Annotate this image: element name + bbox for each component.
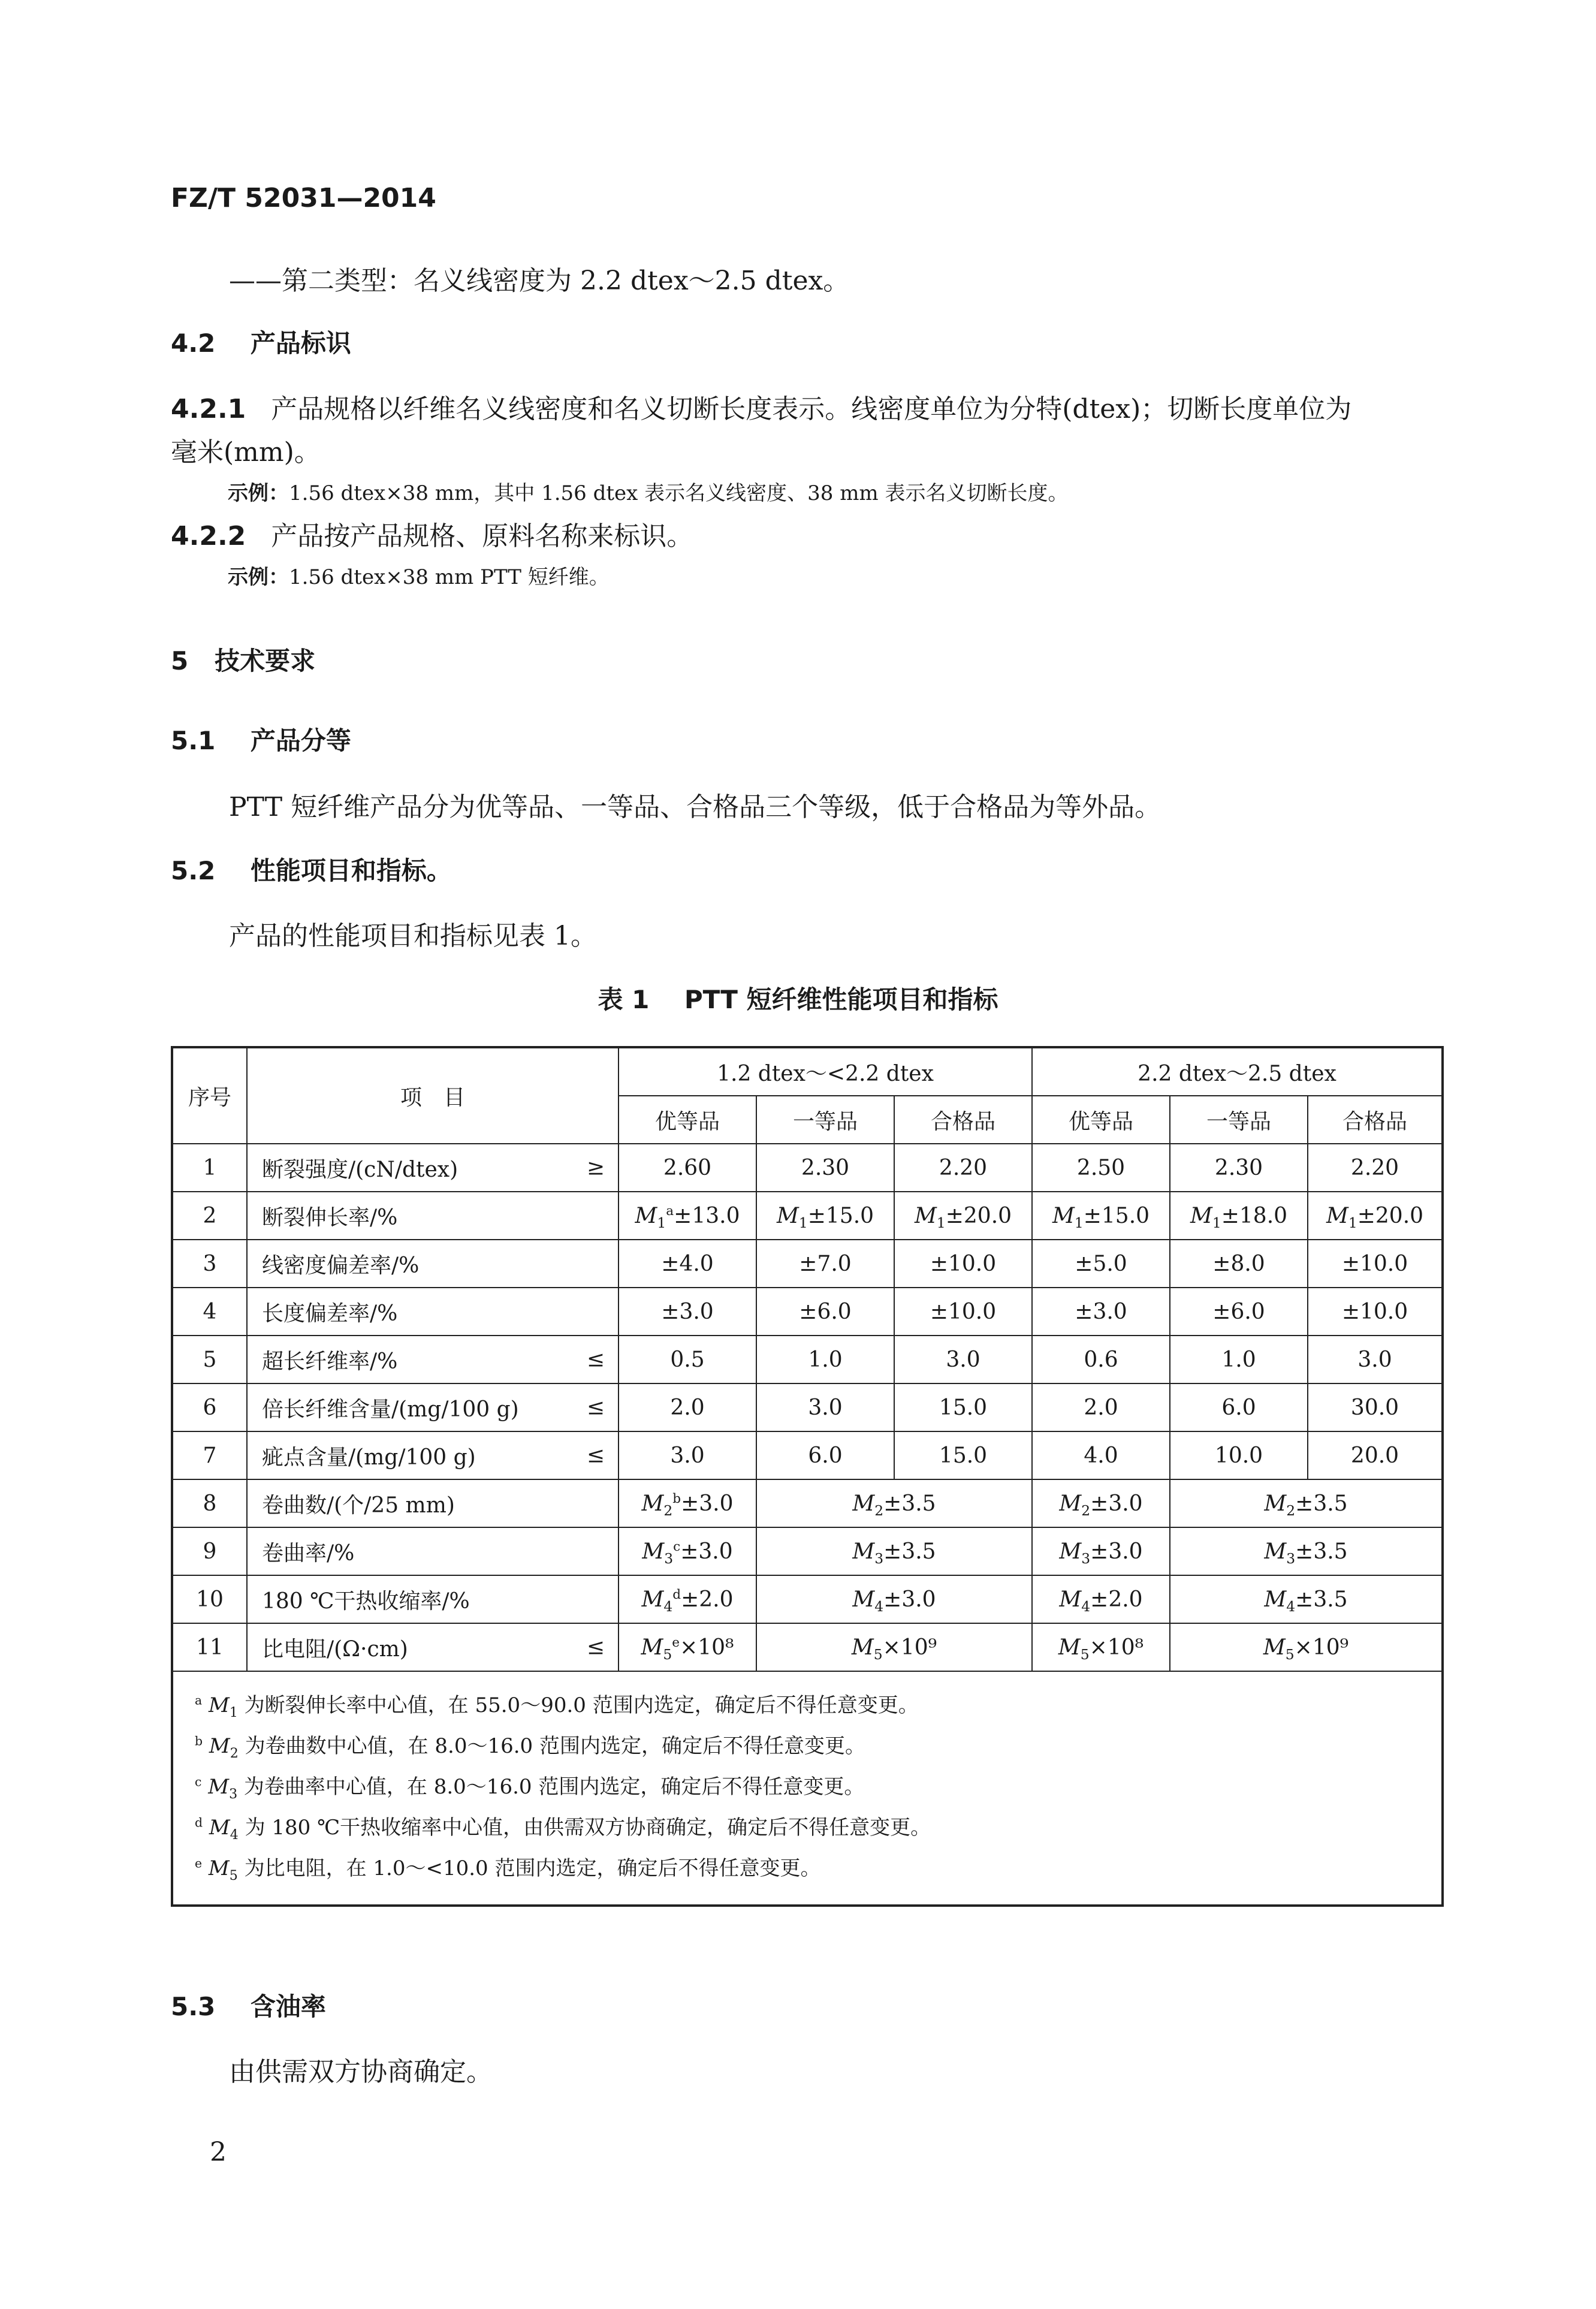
- value-cell: ±10.0: [894, 1288, 1032, 1336]
- section-5-3-text: 由供需双方协商确定。: [229, 2057, 493, 2087]
- row-number: 4: [172, 1288, 247, 1336]
- section-4-2-heading: [171, 324, 351, 360]
- header-group-1: 1.2 dtex～<2.2 dtex: [619, 1047, 1032, 1096]
- variable-m: M: [1058, 1635, 1081, 1660]
- value-cell: $M_5\times 10^9$: [756, 1623, 1032, 1671]
- comparison-symbol: ≤: [586, 1635, 605, 1660]
- value-cell: 3.0: [619, 1431, 756, 1479]
- example-label: 示例：: [228, 565, 289, 589]
- item-label: 断裂强度/(cN/dtex): [262, 1157, 458, 1182]
- table-row: [172, 1479, 1443, 1527]
- row-item: [247, 1479, 619, 1527]
- example-text: 1.56 dtex×38 mm，其中 1.56 dtex 表示名义线密度、38 mm 表示名义切断长度。: [289, 481, 1069, 505]
- comparison-symbol: ≤: [586, 1395, 605, 1420]
- table-row: [172, 1383, 1443, 1431]
- value-cell: $M_3^c\pm 3.0$: [619, 1527, 756, 1575]
- header-grade: 合格品: [1308, 1096, 1443, 1144]
- value-cell: $M_1\pm 20.0$: [1308, 1192, 1443, 1240]
- row-number: 9: [172, 1527, 247, 1575]
- value-cell: 3.0: [756, 1383, 894, 1431]
- value-cell: 2.30: [1170, 1144, 1308, 1192]
- row-item: [247, 1336, 619, 1383]
- value-cell: ±3.0: [619, 1288, 756, 1336]
- example-4-2-2: [228, 560, 610, 590]
- variable-m: M: [1263, 1635, 1286, 1660]
- table-row: [172, 1623, 1443, 1671]
- variable-m: M: [1059, 1491, 1082, 1516]
- item-label: 超长纤维率/%: [262, 1349, 398, 1374]
- row-number: 10: [172, 1575, 247, 1623]
- header-item: 项 目: [247, 1047, 619, 1144]
- intro-line: ——第二类型：名义线密度为 2.2 dtex～2.5 dtex。: [229, 266, 850, 296]
- table-note: $^c$ $M_3$ 为卷曲率中心值，在 8.0～16.0 范围内选定，确定后不得任意变更。: [195, 1774, 865, 1802]
- row-number: 3: [172, 1240, 247, 1288]
- standard-code: FZ/T 52031—2014: [171, 183, 436, 213]
- table-header-row-1: [172, 1047, 1443, 1096]
- header-seq: 序号: [172, 1047, 247, 1144]
- section-title: 产品分等: [250, 726, 351, 755]
- value-cell: ±6.0: [1170, 1288, 1308, 1336]
- value-cell: 2.60: [619, 1144, 756, 1192]
- table-row: [172, 1575, 1443, 1623]
- table-row: [172, 1240, 1443, 1288]
- row-item: [247, 1288, 619, 1336]
- section-5-heading: [171, 641, 315, 677]
- value-cell: $M_4\pm 3.0$: [756, 1575, 1032, 1623]
- value-cell: $M_3\pm 3.5$: [1170, 1527, 1443, 1575]
- value-cell: ±10.0: [1308, 1288, 1443, 1336]
- variable-m: M: [914, 1203, 937, 1228]
- value-cell: $M_2\pm 3.5$: [1170, 1479, 1443, 1527]
- section-number: 5.3: [171, 1992, 216, 2021]
- header-group-2: 2.2 dtex～2.5 dtex: [1032, 1047, 1443, 1096]
- value-cell: $M_2^b\pm 3.0$: [619, 1479, 756, 1527]
- section-4-2-1-line1: [171, 387, 1351, 426]
- comparison-symbol: ≥: [586, 1155, 605, 1180]
- value-cell: $M_3\pm 3.0$: [1032, 1527, 1170, 1575]
- value-cell: 3.0: [1308, 1336, 1443, 1383]
- row-item: [247, 1192, 619, 1240]
- row-item: [247, 1527, 619, 1575]
- section-number: 4.2.2: [171, 521, 246, 551]
- table-notes-row: [172, 1671, 1443, 1906]
- value-cell: $M_4^d\pm 2.0$: [619, 1575, 756, 1623]
- value-cell: 15.0: [894, 1383, 1032, 1431]
- value-cell: ±8.0: [1170, 1240, 1308, 1288]
- variable-m: M: [776, 1203, 799, 1228]
- value-cell: $M_4\pm 3.5$: [1170, 1575, 1443, 1623]
- row-item: [247, 1383, 619, 1431]
- value-cell: 2.0: [619, 1383, 756, 1431]
- section-number: 5.2: [171, 856, 216, 885]
- row-item: [247, 1623, 619, 1671]
- row-item: [247, 1431, 619, 1479]
- table-row: [172, 1336, 1443, 1383]
- value-cell: 10.0: [1170, 1431, 1308, 1479]
- value-cell: $M_2\pm 3.0$: [1032, 1479, 1170, 1527]
- section-number: 4.2.1: [171, 394, 246, 424]
- value-cell: $M_4\pm 2.0$: [1032, 1575, 1170, 1623]
- value-cell: $M_1\pm 20.0$: [894, 1192, 1032, 1240]
- paragraph-text: 产品按产品规格、原料名称来标识。: [271, 521, 693, 551]
- value-cell: ±10.0: [894, 1240, 1032, 1288]
- variable-m: M: [851, 1635, 874, 1660]
- value-cell: ±7.0: [756, 1240, 894, 1288]
- section-title: 技术要求: [215, 646, 316, 676]
- section-title: 性能项目和指标。: [250, 856, 452, 885]
- variable-m: M: [1052, 1203, 1075, 1228]
- variable-m: M: [641, 1635, 663, 1660]
- item-label: 180 ℃干热收缩率/%: [262, 1588, 470, 1614]
- row-number: 8: [172, 1479, 247, 1527]
- variable-m: M: [641, 1587, 664, 1612]
- item-label: 卷曲数/(个/25 mm): [262, 1493, 455, 1518]
- section-5-1-heading: [171, 721, 351, 757]
- value-cell: 0.6: [1032, 1336, 1170, 1383]
- example-4-2-1: [228, 477, 1068, 506]
- header-grade: 一等品: [756, 1096, 894, 1144]
- table-note: $^b$ $M_2$ 为卷曲数中心值，在 8.0～16.0 范围内选定，确定后不得任意变更。: [195, 1734, 865, 1761]
- value-cell: $M_5\times 10^9$: [1170, 1623, 1443, 1671]
- value-cell: 2.20: [894, 1144, 1032, 1192]
- row-item: [247, 1240, 619, 1288]
- value-cell: 0.5: [619, 1336, 756, 1383]
- value-cell: 20.0: [1308, 1431, 1443, 1479]
- row-number: 11: [172, 1623, 247, 1671]
- variable-m: M: [1326, 1203, 1348, 1228]
- variable-m: M: [1264, 1539, 1287, 1564]
- value-cell: ±3.0: [1032, 1288, 1170, 1336]
- performance-table: [171, 1046, 1444, 1907]
- table-row: [172, 1527, 1443, 1575]
- value-cell: 2.20: [1308, 1144, 1443, 1192]
- header-grade: 优等品: [619, 1096, 756, 1144]
- section-number: 4.2: [171, 328, 216, 358]
- item-label: 断裂伸长率/%: [262, 1205, 398, 1230]
- value-cell: $M_1\pm 18.0$: [1170, 1192, 1308, 1240]
- section-title: 产品标识: [250, 328, 351, 358]
- row-number: 5: [172, 1336, 247, 1383]
- paragraph-text: 产品规格以纤维名义线密度和名义切断长度表示。线密度单位为分特(dtex)；切断长度单位为: [271, 394, 1352, 424]
- comparison-symbol: ≤: [586, 1347, 605, 1372]
- row-number: 2: [172, 1192, 247, 1240]
- value-cell: ±6.0: [756, 1288, 894, 1336]
- section-5-2-heading: [171, 851, 452, 887]
- section-4-2-2: [171, 514, 693, 553]
- value-cell: 15.0: [894, 1431, 1032, 1479]
- value-cell: 4.0: [1032, 1431, 1170, 1479]
- value-cell: $M_5^e\times 10^8$: [619, 1623, 756, 1671]
- value-cell: 2.30: [756, 1144, 894, 1192]
- variable-m: M: [852, 1491, 875, 1516]
- table-note: $^a$ $M_1$ 为断裂伸长率中心值，在 55.0～90.0 范围内选定，确定后不得任意变更。: [195, 1693, 919, 1720]
- item-label: 线密度偏差率/%: [262, 1253, 420, 1278]
- variable-m: M: [642, 1539, 665, 1564]
- table-row: [172, 1192, 1443, 1240]
- table-caption: [0, 980, 1596, 1016]
- variable-m: M: [1059, 1539, 1082, 1564]
- value-cell: 6.0: [1170, 1383, 1308, 1431]
- item-label: 比电阻/(Ω·cm): [262, 1636, 408, 1662]
- table-caption-title: PTT 短纤维性能项目和指标: [684, 985, 998, 1014]
- row-number: 1: [172, 1144, 247, 1192]
- variable-m: M: [641, 1491, 664, 1516]
- item-label: 倍长纤维含量/(mg/100 g): [262, 1397, 519, 1422]
- comparison-symbol: ≤: [586, 1443, 605, 1468]
- variable-m: M: [1264, 1491, 1287, 1516]
- table-body: [172, 1144, 1443, 1671]
- table-row: [172, 1431, 1443, 1479]
- variable-m: M: [1059, 1587, 1082, 1612]
- value-cell: 30.0: [1308, 1383, 1443, 1431]
- section-number: 5: [171, 646, 189, 676]
- variable-m: M: [1264, 1587, 1287, 1612]
- section-5-1-text: PTT 短纤维产品分为优等品、一等品、合格品三个等级，低于合格品为等外品。: [229, 792, 1161, 822]
- table-note: $^e$ $M_5$ 为比电阻，在 1.0～<10.0 范围内选定，确定后不得任意变更。: [195, 1856, 821, 1883]
- value-cell: 3.0: [894, 1336, 1032, 1383]
- header-grade: 合格品: [894, 1096, 1032, 1144]
- example-label: 示例：: [228, 481, 289, 505]
- page-number: 2: [210, 2137, 227, 2168]
- row-item: [247, 1575, 619, 1623]
- section-5-3-heading: [171, 1987, 326, 2023]
- value-cell: $M_3\pm 3.5$: [756, 1527, 1032, 1575]
- header-grade: 一等品: [1170, 1096, 1308, 1144]
- table-note: $^d$ $M_4$ 为 180 ℃干热收缩率中心值，由供需双方协商确定，确定后不得任意变更。: [195, 1815, 931, 1843]
- value-cell: 1.0: [1170, 1336, 1308, 1383]
- value-cell: $M_2\pm 3.5$: [756, 1479, 1032, 1527]
- value-cell: ±5.0: [1032, 1240, 1170, 1288]
- variable-m: M: [852, 1587, 875, 1612]
- example-text: 1.56 dtex×38 mm PTT 短纤维。: [289, 565, 610, 589]
- variable-m: M: [635, 1203, 657, 1228]
- row-item: [247, 1144, 619, 1192]
- table-row: [172, 1288, 1443, 1336]
- item-label: 卷曲率/%: [262, 1541, 355, 1566]
- value-cell: 6.0: [756, 1431, 894, 1479]
- row-number: 7: [172, 1431, 247, 1479]
- variable-m: M: [1190, 1203, 1212, 1228]
- header-grade: 优等品: [1032, 1096, 1170, 1144]
- value-cell: ±4.0: [619, 1240, 756, 1288]
- value-cell: 2.50: [1032, 1144, 1170, 1192]
- item-label: 疵点含量/(mg/100 g): [262, 1445, 476, 1470]
- variable-m: M: [852, 1539, 875, 1564]
- section-number: 5.1: [171, 726, 216, 755]
- value-cell: 2.0: [1032, 1383, 1170, 1431]
- value-cell: 1.0: [756, 1336, 894, 1383]
- table-caption-prefix: 表 1: [598, 985, 650, 1014]
- value-cell: $M_1\pm 15.0$: [756, 1192, 894, 1240]
- value-cell: $M_5\times 10^8$: [1032, 1623, 1170, 1671]
- section-4-2-1-line2: 毫米(mm)。: [171, 437, 321, 468]
- table-row: [172, 1144, 1443, 1192]
- value-cell: $M_1^a\pm 13.0$: [619, 1192, 756, 1240]
- value-cell: $M_1\pm 15.0$: [1032, 1192, 1170, 1240]
- table-notes: [172, 1671, 1443, 1906]
- row-number: 6: [172, 1383, 247, 1431]
- item-label: 长度偏差率/%: [262, 1301, 398, 1326]
- section-title: 含油率: [250, 1992, 326, 2021]
- value-cell: ±10.0: [1308, 1240, 1443, 1288]
- section-5-2-text: 产品的性能项目和指标见表 1。: [229, 921, 597, 951]
